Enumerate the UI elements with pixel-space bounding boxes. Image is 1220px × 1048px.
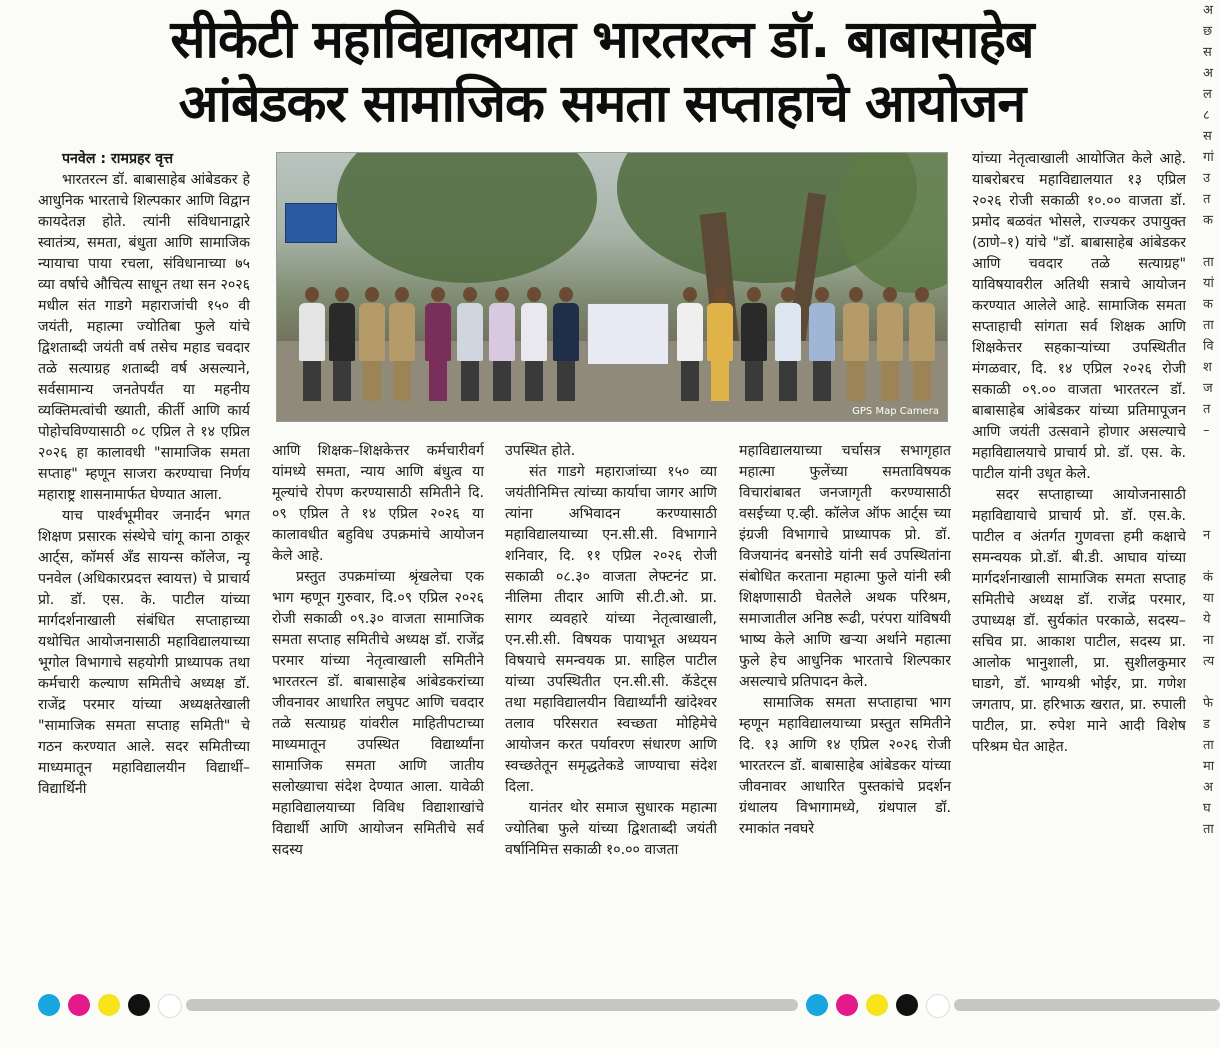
- photo-watermark: GPS Map Camera: [852, 406, 939, 417]
- article-column-3: [505, 441, 717, 985]
- article-column-5: [972, 149, 1186, 985]
- edge-glyph: वि: [1203, 339, 1214, 354]
- paragraph: भारतरत्न डॉ. बाबासाहेब आंबेडकर हे आधुनिक भारताचे शिल्पकार आणि विद्वान कायदेतज्ञ होते. त्यांनी संविधानाद्वारे स्वातंत्र्य, समता, बंधुता आणि सामाजिक न्यायाचा पाया रचला, संविधानाच्या ७५ व्या वर्षाचे औचित्य साधून तथा सन २०२६ मधील संत गाडगे महाराजांची १५० वी जयंती, महात्मा ज्योतिबा फुले यांचे द्विशताब्दी जयंती वर्ष तसेच महाड चवदार तळे सत्याग्रह शताब्दी वर्ष असल्याने, सर्वसामान्य जनतेपर्यंत या महनीय व्यक्तिमत्वांची ख्याती, कीर्ती आणि कार्य पोहोचविण्यासाठी ०८ एप्रिल ते १४ एप्रिल २०२६ हा कालावधी "सामाजिक समता सप्ताह" म्हणून साजरा करण्याचा निर्णय महाराष्ट्र शासनामार्फत घेण्यात आला.: [38, 172, 250, 503]
- edge-glyph: [1203, 672, 1220, 693]
- yellow-dot: [98, 994, 120, 1016]
- edge-glyph: स: [1203, 45, 1212, 60]
- paragraph: संत गाडगे महाराजांच्या १५० व्या जयंतीनिमित्त त्यांच्या कार्याचा जागर आणि त्यांना अभिवादन करण्यासाठी महाविद्यालयाच्या एन.सी.सी. विभागाने शनिवार, दि. ११ एप्रिल २०२६ रोजी सकाळी ०८.३० वाजता लेफ्टनंट प्रा. नीलिमा तीदार आणि सी.टी.ओ. प्रा. सागर व्यवहारे यांच्या नेतृत्वाखाली, एन.सी.सी. विषयक पायाभूत अध्ययन विषयाचे समन्वयक प्रा. साहिल पाटील यांच्या उपस्थितीत एन.सी.सी. कॅडेट्स तथा महाविद्यालयीन विद्यार्थ्यांनी खांदेश्वर तलाव परिसरात स्वच्छता मोहिमेचे आयोजन करत पर्यावरण संधारण आणि स्वच्छतेतून समृद्धतेकडे जाण्याचा संदेश दिला.: [505, 464, 717, 795]
- edge-glyph: [1203, 231, 1220, 252]
- white-dot: [926, 994, 950, 1018]
- article-column-4: [739, 441, 951, 985]
- edge-glyph: त: [1203, 192, 1211, 207]
- edge-glyph: श: [1203, 360, 1212, 375]
- yellow-dot: [866, 994, 888, 1016]
- edge-glyph: [1203, 483, 1220, 504]
- event-banner: [587, 303, 669, 365]
- gray-bar: [954, 999, 1220, 1011]
- edge-glyph: या: [1203, 591, 1214, 606]
- edge-glyph: उ: [1203, 171, 1211, 186]
- edge-glyph: गां: [1203, 150, 1214, 165]
- cyan-dot: [806, 994, 828, 1016]
- edge-glyph: अ: [1203, 66, 1213, 81]
- article-column-2: [272, 441, 484, 985]
- paragraph: महाविद्यालयाच्या चर्चासत्र सभागृहात महात्मा फुलेंच्या समताविषयक विचारांबाबत जनजागृती करण्यासाठी वसईच्या ए.व्ही. कॉलेज ऑफ आर्ट्स च्या इंग्रजी विभागाचे प्राध्यापक प्रो. डॉ. विजयानंद बनसोडे यांनी सर्व उपस्थितांना संबोधित करताना महात्मा फुले यांनी स्त्री शिक्षणासाठी घेतलेले अथक परिश्रम, समाजातील अनिष्ठ रूढी, परंपरा यांविषयी भाष्य केले आणि खऱ्या अर्थाने महात्मा फुले हेच आधुनिक भारताचे शिल्पकार असल्याचे प्रतिपादन केले.: [739, 443, 951, 690]
- edge-glyph: [1203, 504, 1220, 525]
- adjacent-article-edge: [1203, 0, 1220, 985]
- paragraph: याच पार्श्वभूमीवर जनार्दन भगत शिक्षण प्रसारक संस्थेचे चांगू काना ठाकूर आर्ट्स, कॉमर्स अँड सायन्स कॉलेज, न्यू पनवेल (अधिकारप्रदत्त स्वायत्त) चे प्राचार्य प्रो. डॉ. एस. के. पाटील यांच्या मार्गदर्शनाखाली संबंधित सप्ताहाच्या यथोचित आयोजनासाठी महाविद्यालयाच्या भूगोल विभागाचे सहयोगी प्राध्यापक तथा कर्मचारी कल्याण समितीचे अध्यक्ष डॉ. राजेंद्र परमार यांच्या अध्यक्षतेखाली "सामाजिक समता सप्ताह समिती" चे गठन करण्यात आले. सदर समितीच्या माध्यमातून महाविद्यालयीन विद्यार्थी–विद्यार्थिनी: [38, 508, 250, 797]
- edge-glyph: क: [1203, 213, 1213, 228]
- paragraph: यानंतर थोर समाज सुधारक महात्मा ज्योतिबा फुले यांच्या द्विशताब्दी जयंती वर्षानिमित्त सकाळी १०.०० वाजता: [505, 800, 717, 858]
- gray-bar: [186, 999, 798, 1011]
- edge-glyph: त: [1203, 402, 1211, 417]
- edge-glyph: ता: [1203, 255, 1214, 270]
- paragraph: सदर सप्ताहाच्या आयोजनासाठी महाविद्यायाचे प्राचार्य प्रो. डॉ. एस.के. पाटील व अंतर्गत गुणवत्ता हमी कक्षाचे समन्वयक प्रो.डॉ. बी.डी. आघाव यांच्या मार्गदर्शनाखाली सामाजिक समता सप्ताह समितीचे अध्यक्ष डॉ. राजेंद्र परमार, उपाध्यक्ष डॉ. सुर्यकांत परकाळे, सदस्य–सचिव प्रा. आकाश पाटील, सदस्य प्रा. आलोक भानुशाली, प्रा. सुशीलकुमार घाडगे, डॉ. भाग्यश्री भोईर, प्रा. गणेश जगताप, प्रा. हरिभाऊ खरात, प्रा. रुपाली पाटील, प्रा. रुपेश माने आदी विशेष परिश्रम घेत आहेत.: [972, 487, 1186, 755]
- edge-glyph: –: [1203, 423, 1210, 438]
- edge-glyph: ता: [1203, 738, 1214, 753]
- edge-glyph: मा: [1203, 759, 1215, 774]
- edge-glyph: त्य: [1203, 654, 1215, 669]
- edge-glyph: ८: [1203, 108, 1210, 123]
- edge-glyph: ल: [1203, 87, 1212, 102]
- byline: पनवेल : रामप्रहर वृत्त: [62, 151, 173, 167]
- black-dot: [896, 994, 918, 1016]
- edge-glyph: [1203, 546, 1220, 567]
- black-dot: [128, 994, 150, 1016]
- edge-glyph: छ: [1203, 24, 1213, 39]
- edge-glyph: ना: [1203, 633, 1214, 648]
- article-column-1: [38, 149, 250, 985]
- edge-glyph: फे: [1203, 696, 1214, 711]
- paragraph: यांच्या नेतृत्वाखाली आयोजित केले आहे. याबरोबरच महाविद्यालयात १३ एप्रिल २०२६ रोजी सकाळी १०.०० वाजता डॉ. प्रमोद बळवंत भोसले, राज्यकर उपायुक्त (ठाणे–१) यांचे "डॉ. बाबासाहेब आंबेडकर आणि चवदार तळे सत्याग्रह" याविषयावरील अतिथी सत्राचे आयोजन करण्यात आलेले आहे. सामाजिक समता सप्ताहाची सांगता सर्व शिक्षक आणि शिक्षकेत्तर सहकाऱ्यांच्या उपस्थितीत मंगळवार, दि. १४ एप्रिल २०२६ रोजी सकाळी ०९.०० वाजता भारतरत्न डॉ. बाबासाहेब आंबेडकर यांच्या प्रतिमापूजन आणि जयंती उत्सवाने होणार असल्याचे महाविद्यालयाचे प्राचार्य प्रो. डॉ. एस. के. पाटील यांनी उधृत केले.: [972, 151, 1186, 482]
- cyan-dot: [38, 994, 60, 1016]
- edge-glyph: ता: [1203, 318, 1214, 333]
- edge-glyph: न: [1203, 528, 1211, 543]
- event-photo: [276, 152, 948, 422]
- edge-glyph: यां: [1203, 276, 1214, 291]
- headline-line-1: सीकेटी महाविद्यालयात भारतरत्न डॉ. बाबासाहेब: [170, 10, 1034, 70]
- magenta-dot: [68, 994, 90, 1016]
- edge-glyph: ता: [1203, 822, 1214, 837]
- white-dot: [158, 994, 182, 1018]
- edge-glyph: क: [1203, 297, 1213, 312]
- headline: [14, 8, 1190, 136]
- edge-glyph: अ: [1203, 780, 1213, 795]
- edge-glyph: अ: [1203, 3, 1213, 18]
- magenta-dot: [836, 994, 858, 1016]
- edge-glyph: ये: [1203, 612, 1211, 627]
- paragraph: उपस्थित होते.: [505, 443, 576, 459]
- headline-line-2: आंबेडकर सामाजिक समता सप्ताहाचे आयोजन: [178, 74, 1026, 134]
- edge-glyph: कं: [1203, 570, 1213, 585]
- edge-glyph: ज: [1203, 381, 1213, 396]
- signboard: [285, 203, 337, 243]
- edge-glyph: घ: [1203, 801, 1211, 816]
- edge-glyph: स: [1203, 129, 1212, 144]
- paragraph: सामाजिक समता सप्ताहाचा भाग म्हणून महाविद्यालयाच्या प्रस्तुत समितीने दि. १३ आणि १४ एप्रिल २०२६ रोजी भारतरत्न डॉ. बाबासाहेब आंबेडकर यांच्या जीवनावर आधारित पुस्तकांचे प्रदर्शन ग्रंथालय विभागामध्ये, ग्रंथपाल डॉ. रमाकांत नवघरे: [739, 695, 951, 837]
- edge-glyph: [1203, 462, 1220, 483]
- edge-glyph: ड: [1203, 717, 1210, 732]
- edge-glyph: [1203, 441, 1220, 462]
- paragraph: आणि शिक्षक–शिक्षकेत्तर कर्मचारीवर्ग यांमध्ये समता, न्याय आणि बंधुत्व या मूल्यांचे रोपण करण्यासाठी समितीने दि. ०९ एप्रिल ते १४ एप्रिल २०२६ या कालावधीत बहुविध उपक्रमांचे आयोजन केले आहे.: [272, 443, 484, 564]
- paragraph: प्रस्तुत उपक्रमांच्या श्रृंखलेचा एक भाग म्हणून गुरुवार, दि.०९ एप्रिल २०२६ रोजी सकाळी ०९.३० वाजता सामाजिक समता सप्ताह समितीचे अध्यक्ष डॉ. राजेंद्र परमार यांच्या नेतृत्वाखाली समितीने भारतरत्न डॉ. बाबासाहेब आंबेडकरांच्या जीवनावर आधारित लघुपट आणि चवदार तळे सत्याग्रह यांवरील माहितीपटाच्या माध्यमातून उपस्थित विद्यार्थ्यांना सामाजिक समता आणि जातीय सलोख्याचा संदेश देण्यात आला. यावेळी महाविद्यालयाच्या विविध विद्याशाखांचे विद्यार्थी आणि आयोजन समितीचे सर्व सदस्य: [272, 569, 484, 858]
